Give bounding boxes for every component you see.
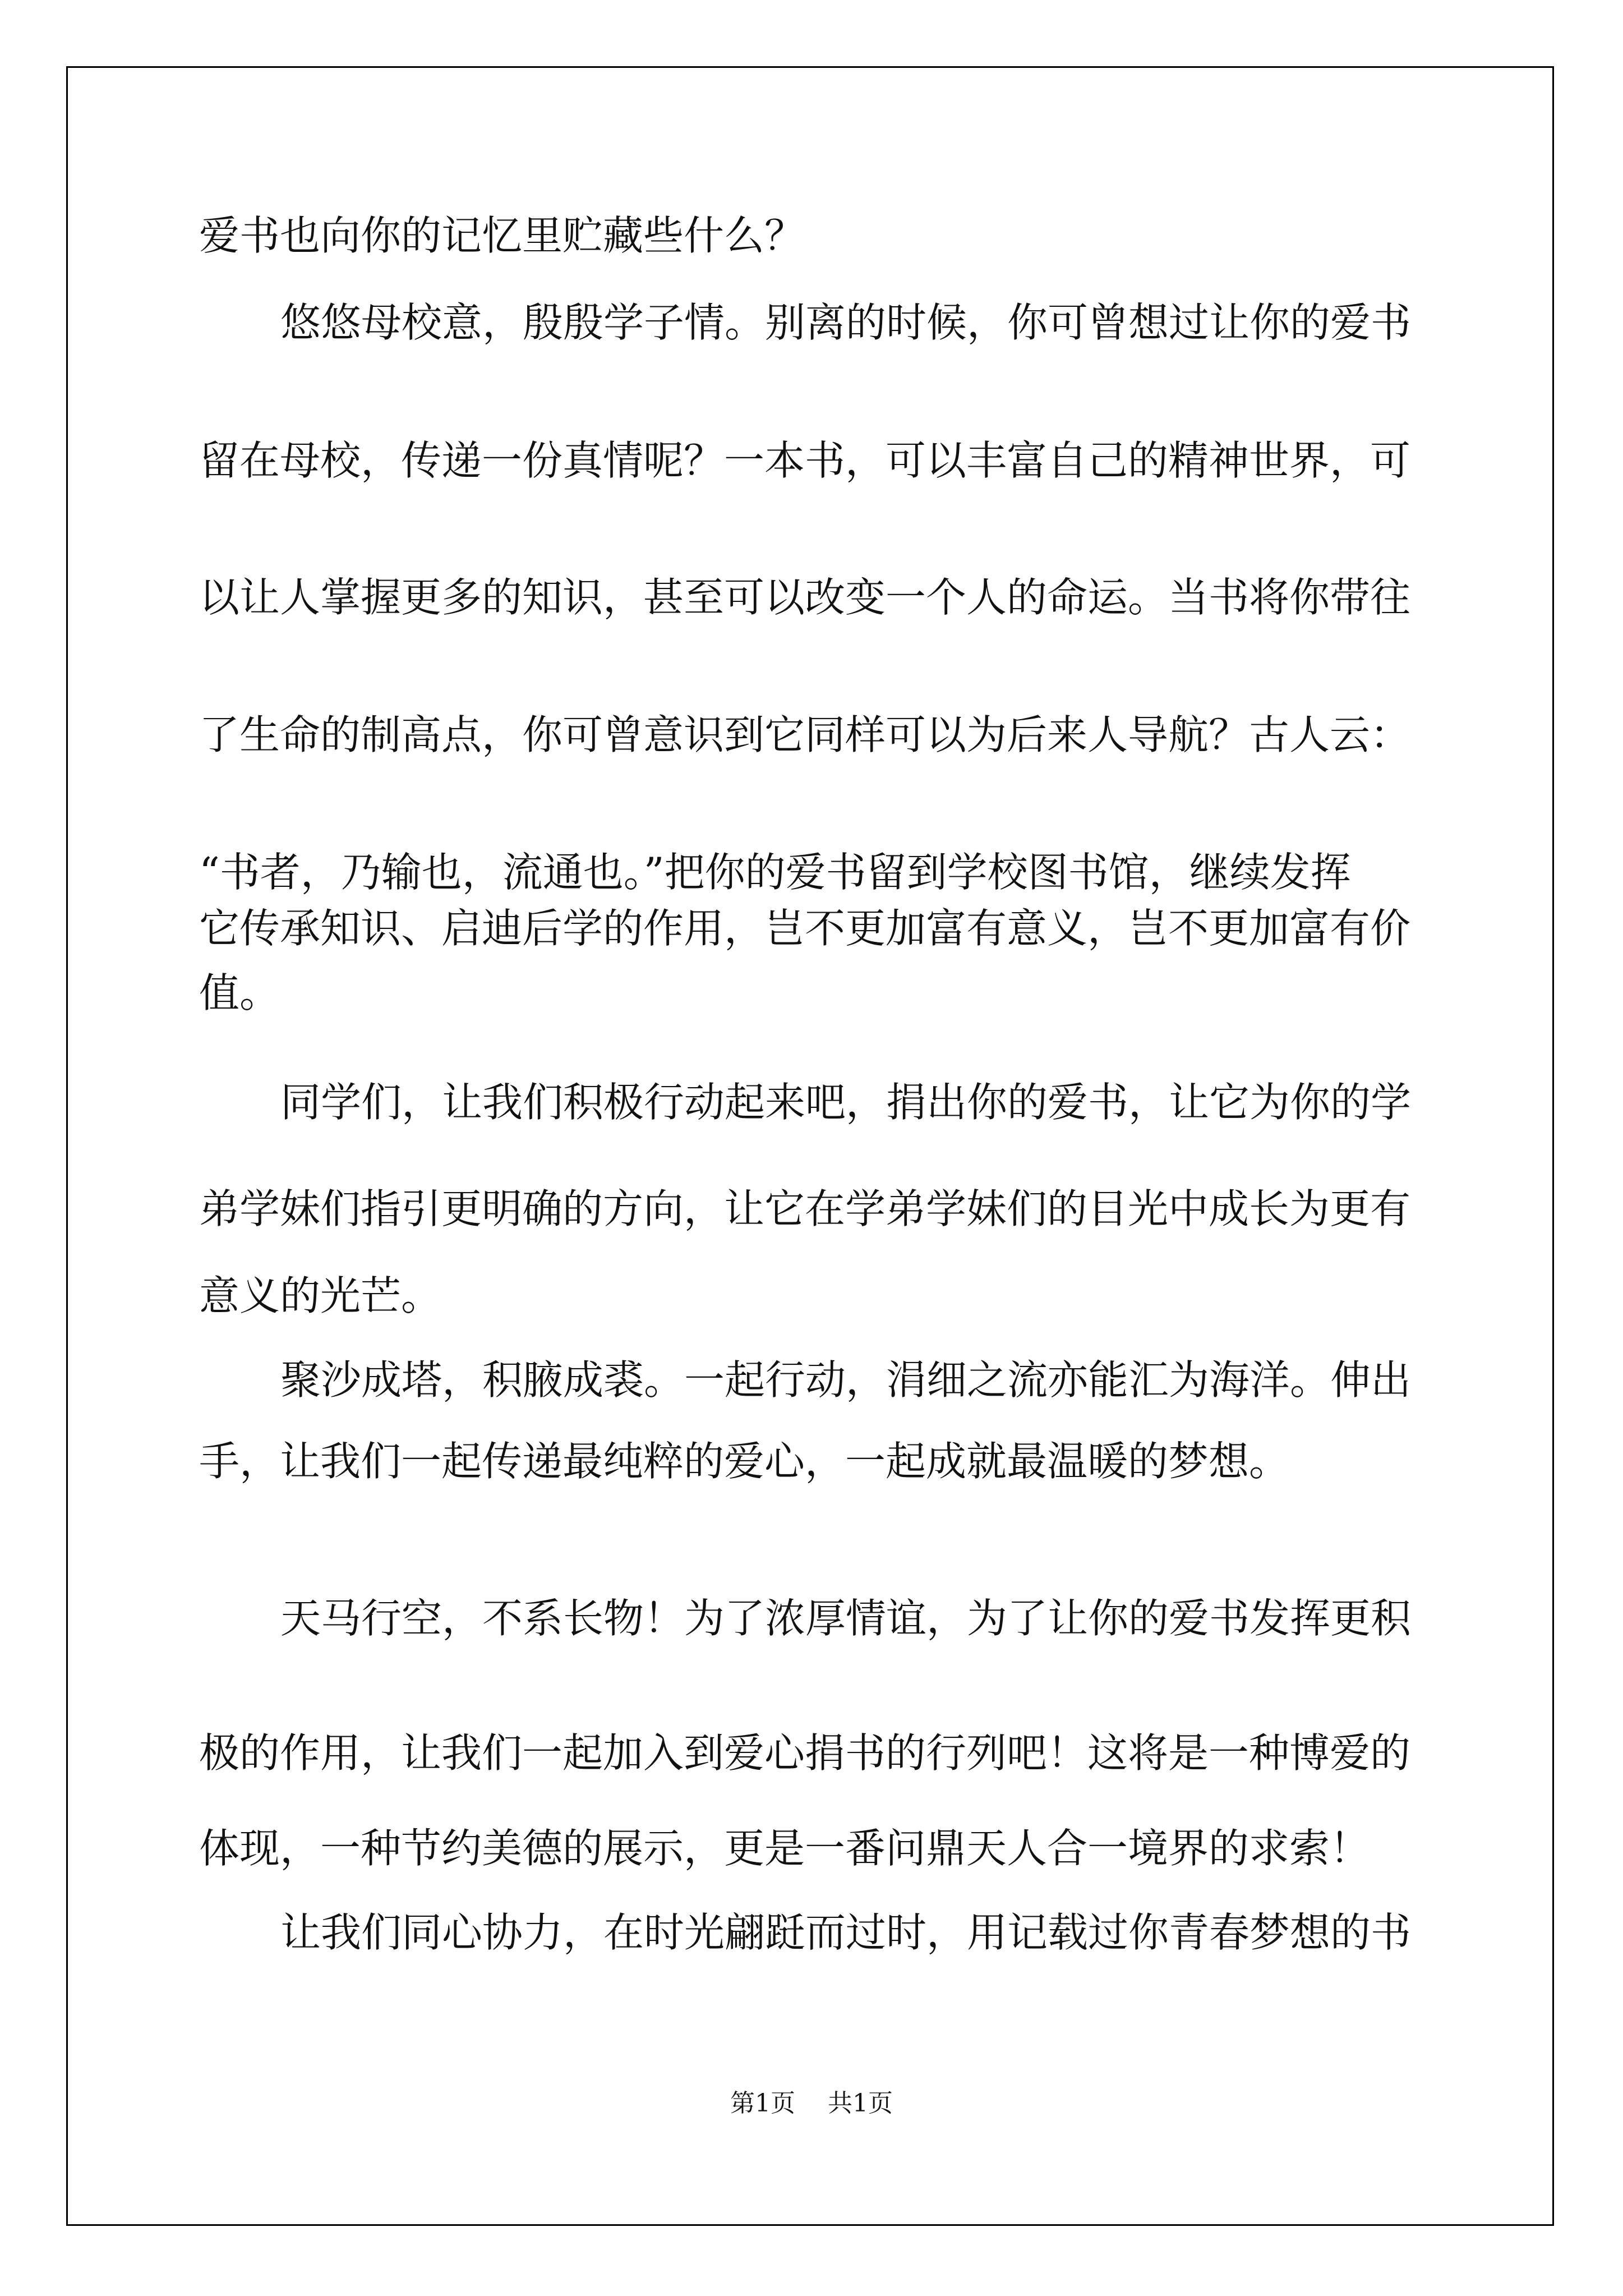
text-line: 爱书也向你的记忆里贮藏些什么？ [199, 212, 805, 259]
paragraph-first-line: 让我们同心协力，在时光翩跹而过时，用记载过你青春梦想的书 [280, 1909, 1412, 1956]
text-line: 留在母校，传递一份真情呢？一本书，可以丰富自己的精神世界，可 [199, 437, 1411, 484]
text-line: 它传承知识、启迪后学的作用，岂不更加富有意义，岂不更加富有价 [199, 905, 1411, 952]
paragraph-first-line: 悠悠母校意，殷殷学子情。别离的时候，你可曾想过让你的爱书 [280, 299, 1412, 346]
text-line: 意义的光芒。 [199, 1272, 442, 1319]
text-line: 手，让我们一起传递最纯粹的爱心，一起成就最温暖的梦想。 [199, 1438, 1290, 1485]
page-total: 共1页 [828, 2089, 893, 2118]
text-line: 体现，一种节约美德的展示，更是一番问鼎天人合一境界的求索！ [199, 1825, 1371, 1872]
page-footer [0, 2087, 1623, 2120]
page-number: 第1页 [730, 2089, 795, 2118]
page-border [66, 66, 1554, 2226]
paragraph-first-line: 同学们，让我们积极行动起来吧，捐出你的爱书，让它为你的学 [280, 1079, 1412, 1126]
text-line: 以让人掌握更多的知识，甚至可以改变一个人的命运。当书将你带往 [199, 574, 1411, 621]
text-line: 了生命的制高点，你可曾意识到它同样可以为后来人导航？古人云： [199, 711, 1411, 758]
paragraph-first-line: 聚沙成塔，积腋成裘。一起行动，涓细之流亦能汇为海洋。伸出 [280, 1356, 1412, 1404]
paragraph-first-line: 天马行空，不系长物！为了浓厚情谊，为了让你的爱书发挥更积 [280, 1595, 1412, 1642]
text-line: 极的作用，让我们一起加入到爱心捐书的行列吧！这将是一种博爱的 [199, 1729, 1411, 1777]
text-line: 值。 [199, 969, 280, 1016]
text-line: “书者，乃输也，流通也。”把你的爱书留到学校图书馆，继续发挥 [199, 849, 1351, 896]
text-line: 弟学妹们指引更明确的方向，让它在学弟学妹们的目光中成长为更有 [199, 1185, 1411, 1232]
